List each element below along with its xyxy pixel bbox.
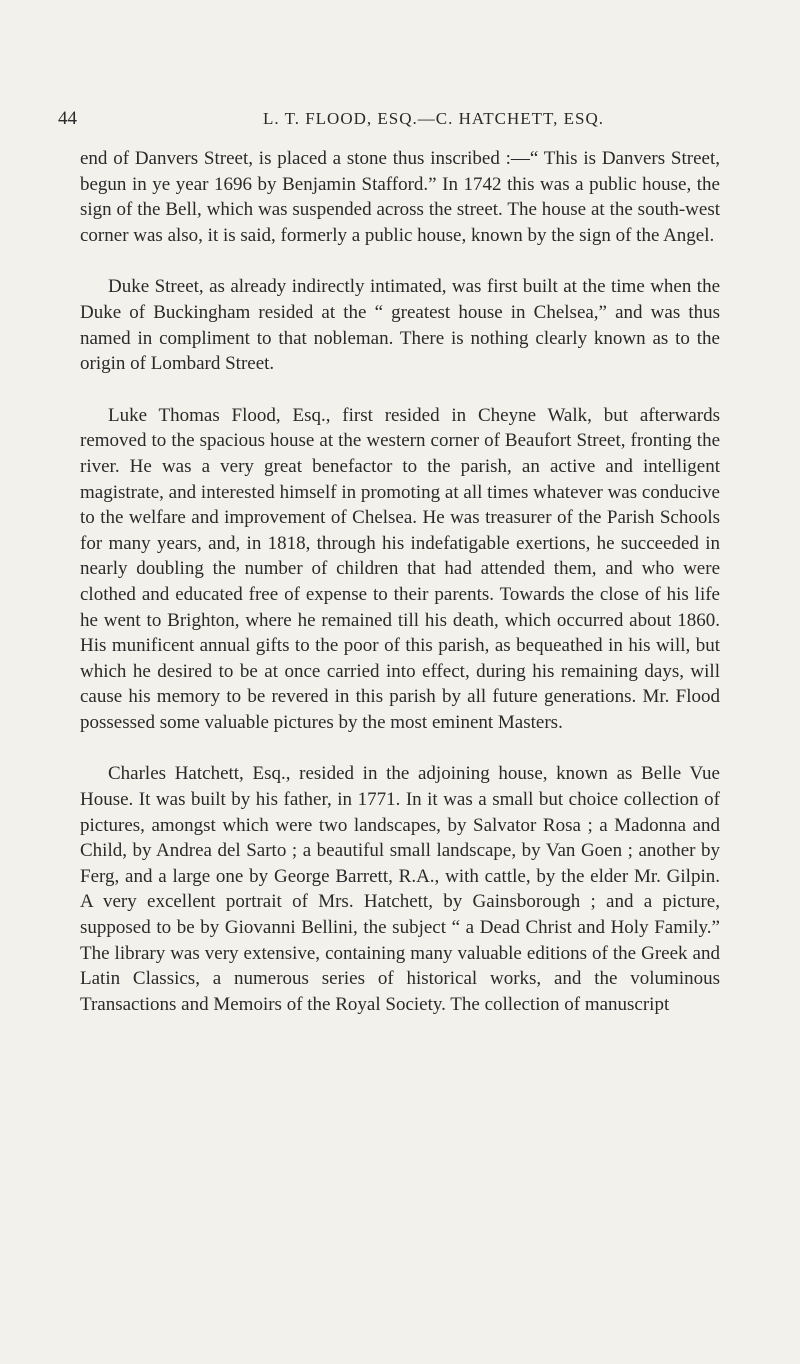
- paragraph-danvers-street: end of Danvers Street, is placed a stone thus inscribed :—“ This is Danvers Street, begun in ye year 1696 by Benjamin Stafford.” In 1742 this was a public house, the sign of the Bell, which was suspended across the street. The house at the south-west corner was also, it is said, formerly a public house, known by the sign of the Angel.: [80, 148, 720, 246]
- running-title: L. T. FLOOD, ESQ.—C. HATCHETT, ESQ.: [263, 109, 604, 128]
- page-number: 44: [58, 108, 77, 129]
- body-text: [80, 146, 720, 1043]
- paragraph-charles-hatchett: Charles Hatchett, Esq., resided in the adjoining house, known as Belle Vue House. It was built by his father, in 1771. In it was a small but choice collection of pictures, amongst which were two landscapes, by Salvator Rosa ; a Madonna and Child, by Andrea del Sarto ; a beautiful small landscape, by Van Goen ; another by Ferg, and a large one by George Barrett, R.A., with cattle, by the elder Mr. Gilpin. A very excellent portrait of Mrs. Hatchett, by Gainsborough ; and a picture, supposed to be by Giovanni Bellini, the subject “ a Dead Christ and Holy Family.” The library was very extensive, containing many valuable editions of the Greek and Latin Classics, a numerous series of historical works, and the voluminous Transactions and Memoirs of the Royal Society. The collection of manuscript: [80, 763, 720, 1015]
- paragraph-luke-thomas-flood: Luke Thomas Flood, Esq., first resided in Cheyne Walk, but afterwards removed to the spacious house at the western corner of Beaufort Street, fronting the river. He was a very great benefactor to the parish, an active and intelligent magistrate, and interested himself in promoting at all times whatever was conducive to the welfare and improvement of Chelsea. He was treasurer of the Parish Schools for many years, and, in 1818, through his indefatigable exertions, he succeeded in nearly doubling the number of children that had attended them, and who were clothed and educated free of expense to their parents. Towards the close of his life he went to Brighton, where he remained till his death, which occurred about 1860. His munificent annual gifts to the poor of this parish, as bequeathed in his will, but which he desired to be at once carried into effect, during his remaining days, will cause his memory to be revered in this parish by all future generations. Mr. Flood possessed some valuable pictures by the most eminent Masters.: [80, 404, 720, 733]
- paragraph-duke-street: Duke Street, as already indirectly intimated, was first built at the time when the Duke of Buckingham resided at the “ greatest house in Chelsea,” and was thus named in compliment to that nobleman. There is nothing clearly known as to the origin of Lombard Street.: [80, 276, 720, 375]
- running-head: [58, 108, 758, 132]
